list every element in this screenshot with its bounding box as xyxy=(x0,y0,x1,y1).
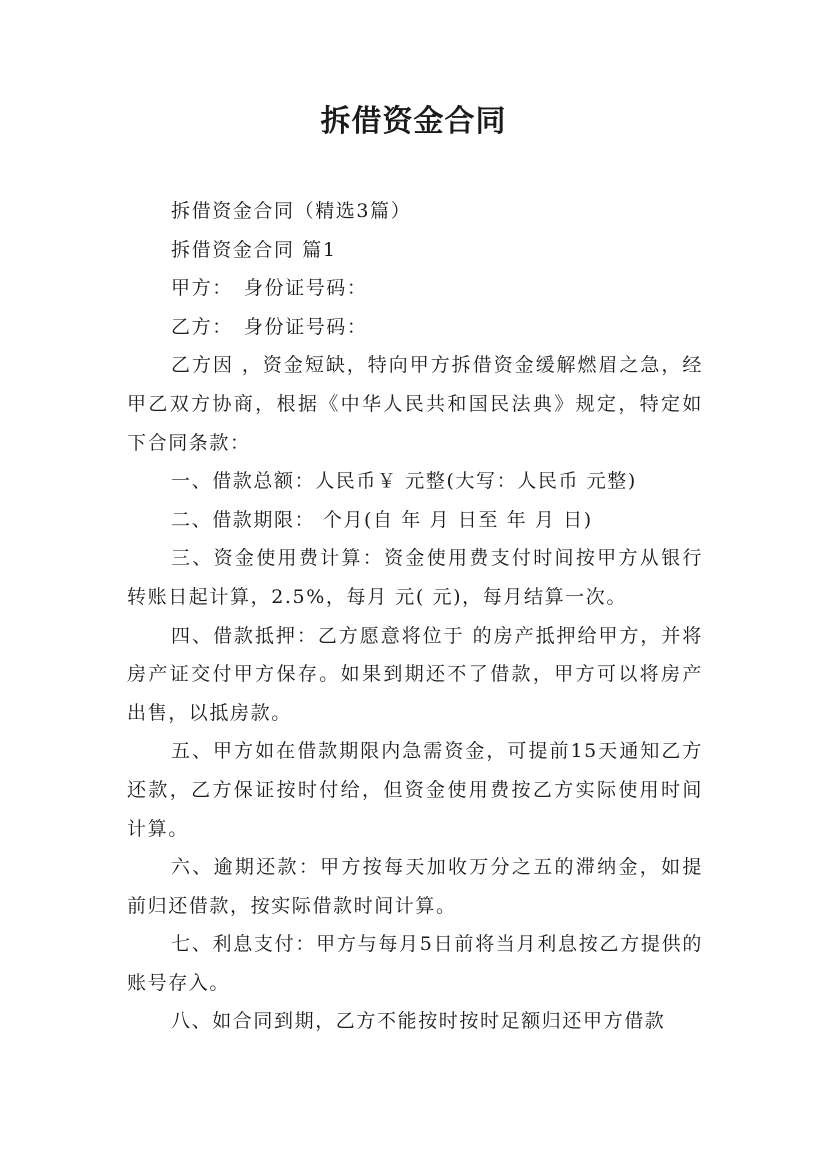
paragraph-party-b: 乙方： 身份证号码： xyxy=(171,315,368,338)
clause-8-default: 八、如合同到期，乙方不能按时按时足额归还甲方借款 xyxy=(171,1010,666,1033)
document-title: 拆借资金合同 xyxy=(320,104,507,139)
clause-1-loan-amount: 一、借款总额：人民币￥ 元整(大写：人民币 元整) xyxy=(171,470,637,493)
clause-4-mortgage: 四、借款抵押：乙方愿意将位于 的房产抵押给甲方，并将房产证交付甲方保存。如果到期还不了借款，甲方可以将房产出售，以抵房款。 xyxy=(127,624,703,724)
clause-5-early-repayment: 五、甲方如在借款期限内急需资金，可提前15天通知乙方还款，乙方保证按时付给，但资金使用费按乙方实际使用时间计算。 xyxy=(127,740,703,840)
clause-6-overdue: 六、逾期还款：甲方按每天加收万分之五的滞纳金，如提前归还借款，按实际借款时间计算。 xyxy=(127,856,703,917)
paragraph-preamble: 乙方因 ，资金短缺，特向甲方拆借资金缓解燃眉之急，经甲乙双方协商，根据《中华人民共和国民法典》规定，特定如下合同条款： xyxy=(127,354,703,454)
paragraph-subtitle: 拆借资金合同（精选3篇） xyxy=(171,200,412,222)
paragraph-section-heading: 拆借资金合同 篇1 xyxy=(171,238,337,261)
clause-3-usage-fee: 三、资金使用费计算：资金使用费支付时间按甲方从银行转账日起计算，2.5%，每月 元( 元)，每月结算一次。 xyxy=(127,547,703,608)
clause-7-interest-payment: 七、利息支付：甲方与每月5日前将当月利息按乙方提供的账号存入。 xyxy=(127,933,703,994)
document-body xyxy=(127,192,703,1041)
clause-2-loan-term: 二、借款期限： 个月(自 年 月 日至 年 月 日) xyxy=(171,508,593,531)
paragraph-party-a: 甲方： 身份证号码： xyxy=(171,277,368,300)
